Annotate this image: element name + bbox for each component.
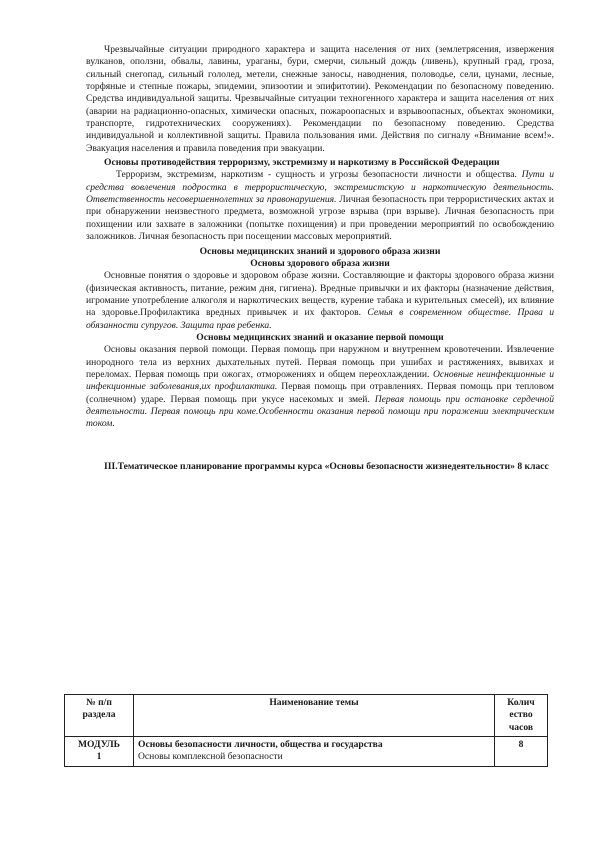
- paragraph-terrorism-part2: Личная безопасность при террористических актах и при обнаружении неизвестного предмета, возможной угрозе взрыва (при взрыве). Личная безопасность при похищении или захвате в заложники (попытке похищения) и при проведении мероприятий по освобождению заложников. Личная безопасность при посещении массовых мероприятий.: [86, 194, 555, 243]
- header-hours-line3: часов: [508, 721, 534, 733]
- table-header-row: [65, 695, 548, 737]
- module-cell-line1: МОДУЛЬ: [77, 739, 121, 751]
- header-section-number: [65, 695, 134, 737]
- header-topic-name: Наименование темы: [134, 695, 495, 737]
- header-section-number-line2: раздела: [82, 709, 116, 721]
- heading-counter-terrorism: Основы противодействия терроризму, экстремизму и наркотизму в Российской Федерации: [104, 157, 500, 169]
- heading-medical-knowledge: Основы медицинских знаний и здорового образа жизни: [199, 245, 441, 257]
- hours-cell: 8: [495, 737, 548, 767]
- paragraph-health: [86, 270, 554, 332]
- paragraph-first-aid-part1: Основы оказания первой помощи. Первая помощь при наружном и внутреннем кровотечении. Извлечение инородного тела из верхних дыхательных путей. Первая помощь при ушибах и растяжениях, вывихах и переломах. Первая помощь при ожогах, отморожениях и общем переохлаждении.: [86, 344, 554, 380]
- module-cell-line2: 1: [96, 751, 102, 763]
- topic-title: Основы безопасности личности, общества и государства: [138, 739, 383, 751]
- thematic-plan-table: [64, 694, 548, 767]
- paragraph-terrorism-part1: Терроризм, экстремизм, наркотизм - сущность и угрозы безопасности личности и общества.: [116, 169, 522, 181]
- topic-subtitle: Основы комплексной безопасности: [138, 751, 283, 763]
- paragraph-first-aid-part2: Первая помощь при отравлениях. Первая помощь при тепловом (солнечном) ударе. Первая помощь при укусе насекомых и змей.: [86, 381, 554, 405]
- paragraph-natural-emergencies: Чрезвычайные ситуации природного характера и защита населения от них (землетрясения, извержения вулканов, оползни, обвалы, лавины, ураганы, бури, смерчи, сильный дождь (ливень), крупный град, гроза, сильный снегопад, сильный гололед, метели, снежные заносы, наводнения, половодье, сели, цунами, лесные, торфяные и степные пожары, эпидемии, эпизоотии и эпифитотии). Рекомендации по безопасному поведению. Средства индивидуальной защиты. Чрезвычайные ситуации техногенного характера и защита населения от них (аварии на радиационно-опасных, химически опасных, пожароопасных и взрывоопасных, объектах экономики, транспорте, гидротехнических сооружениях). Рекомендации по безопасному поведению. Средства индивидуальной и коллективной защиты. Правила пользования ими. Действия по сигналу «Внимание всем!». Эвакуация населения и правила поведения при эвакуации.: [86, 44, 554, 154]
- paragraph-terrorism: [86, 169, 554, 243]
- header-hours-line2: ество: [509, 709, 533, 721]
- header-hours-line1: Колич: [507, 697, 535, 708]
- document-page: [86, 44, 554, 473]
- heading-healthy-lifestyle: Основы здорового образа жизни: [250, 257, 390, 269]
- paragraph-first-aid: [86, 344, 554, 430]
- topic-cell: [134, 737, 495, 767]
- paragraph-first-aid-italic2: Первая помощь при остановке сердечной деятельности. Первая помощь при коме.Особенности оказания первой помощи при поражении электрическим током.: [86, 393, 554, 430]
- paragraph-health-italic: Семья в современном обществе. Права и обязанности супругов. Защита прав ребенка.: [86, 307, 554, 331]
- paragraph-first-aid-italic1: Основные неинфекционные и инфекционные заболевания,их профилактика.: [86, 368, 555, 393]
- header-hours: [495, 695, 548, 737]
- paragraph-health-part1: Основные понятия о здоровье и здоровом образе жизни. Составляющие и факторы здорового образа жизни (физическая активность, питание, режим дня, гигиена). Вредные привычки и их факторы (назначение действия, игромание употребление алкоголя и наркотических веществ, курение табака и курительных смесей), их влияние на здоровье.Профилактика вредных привычек и их факторов.: [86, 270, 554, 319]
- module-cell: [65, 737, 134, 767]
- header-section-number-line1: № п/п: [86, 697, 112, 708]
- section-thematic-planning: III.Тематическое планирование программы курса «Основы безопасности жизнедеятельности» 8 класс: [104, 460, 549, 472]
- table-row: [65, 737, 548, 767]
- paragraph-terrorism-italic: Пути и средства вовлечения подростка в террористическую, экстремистскую и наркотическую деятельность. Ответственность несовершеннолетних за правонарушения.: [86, 169, 554, 206]
- heading-first-aid: Основы медицинских знаний и оказание первой помощи: [196, 331, 444, 343]
